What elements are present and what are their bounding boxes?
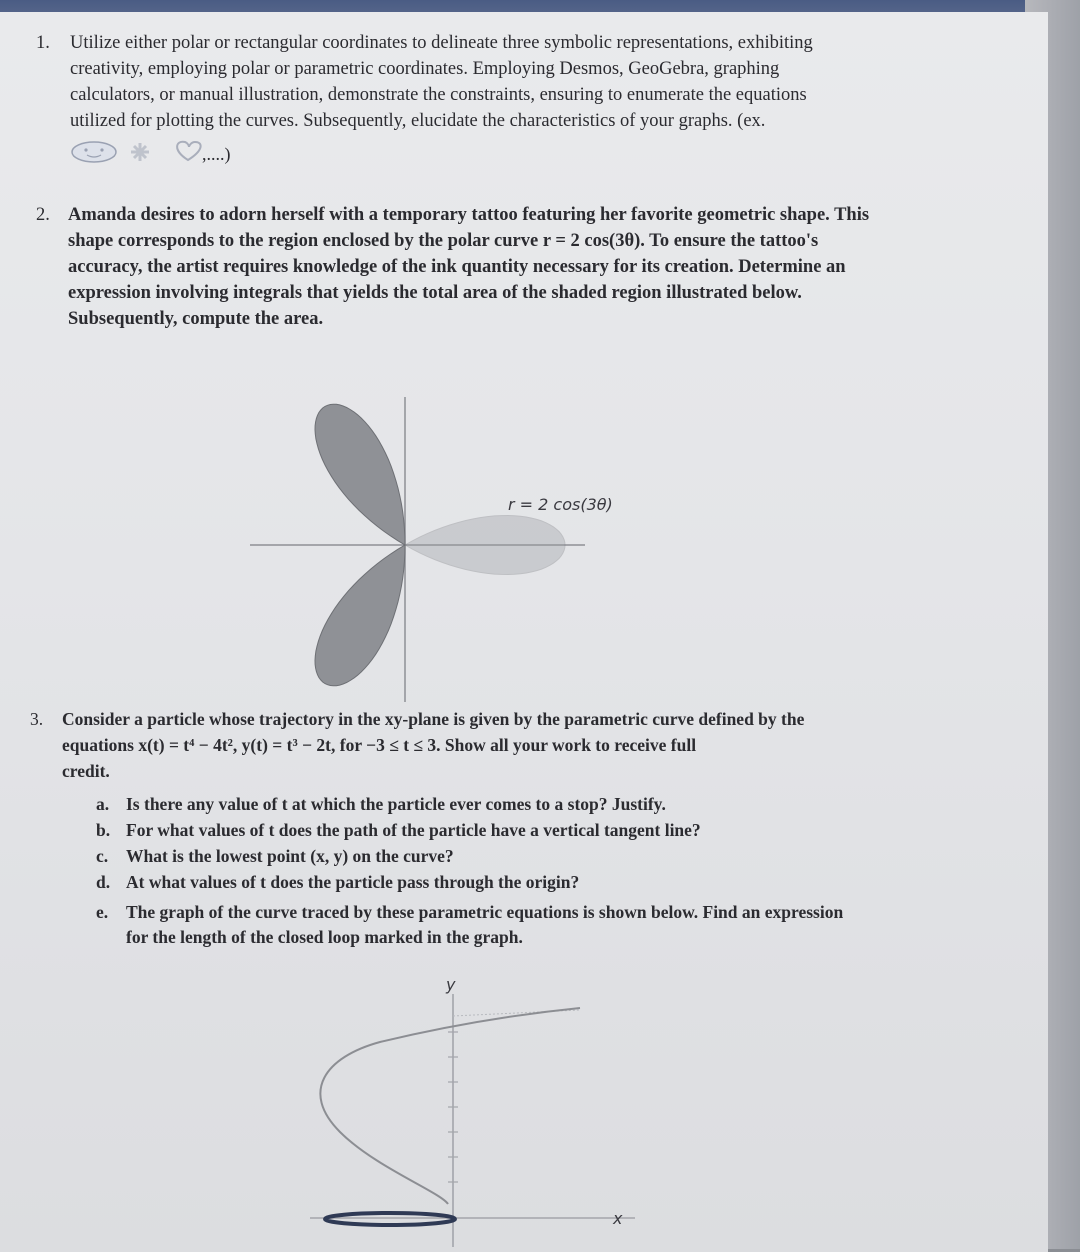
- part-letter: b.: [96, 820, 111, 840]
- part-text: for the length of the closed loop marked in the graph.: [126, 927, 523, 947]
- parametric-curve-figure: [280, 962, 640, 1247]
- question-1-line: creativity, employing polar or parametric coordinates. Employing Desmos, GeoGebra, graphing: [70, 59, 780, 79]
- question-1-line: Utilize either polar or rectangular coordinates to delineate three symbolic representations, exhibiting: [70, 33, 813, 53]
- question-1-text: [70, 30, 970, 134]
- part-text: What is the lowest point (x, y) on the curve?: [126, 846, 454, 866]
- x-axis-label: x: [613, 1209, 623, 1228]
- question-2-text: [68, 202, 968, 332]
- rose-petal-lower: [315, 545, 405, 686]
- question-1: [0, 12, 1040, 192]
- worksheet-page: [0, 12, 1048, 1252]
- question-3-line: Consider a particle whose trajectory in the xy-plane is given by the parametric curve defined by the: [62, 709, 805, 729]
- rose-petal-right: [405, 516, 565, 575]
- parametric-curve: [320, 1008, 580, 1204]
- example-icons: [68, 138, 288, 168]
- question-2-line: expression involving integrals that yields the total area of the shaded region illustrated below.: [68, 283, 802, 303]
- part-letter: c.: [96, 846, 109, 866]
- question-3-number: 3.: [30, 709, 44, 729]
- question-3-line: credit.: [62, 761, 110, 781]
- heart-icon: [177, 142, 201, 160]
- question-2-line: accuracy, the artist requires knowledge of the ink quantity necessary for its creation. Determine an: [68, 257, 846, 277]
- example-symbols: [68, 138, 288, 168]
- question-1-number: 1.: [36, 33, 50, 53]
- question-2-line: shape corresponds to the region enclosed by the polar curve r = 2 cos(3θ). To ensure the tattoo's: [68, 231, 819, 251]
- part-letter: e.: [96, 902, 109, 922]
- closed-loop: [325, 1213, 455, 1225]
- rose-curve-figure: [250, 397, 613, 707]
- question-2-number: 2.: [36, 205, 50, 225]
- question-1-line: calculators, or manual illustration, demonstrate the constraints, ensuring to enumerate the equations: [70, 85, 807, 105]
- rose-petal-upper: [315, 404, 405, 545]
- curve-label: r = 2 cos(3θ): [508, 495, 613, 514]
- question-2-line: Amanda desires to adorn herself with a temporary tattoo featuring her favorite geometric shape. This: [68, 205, 870, 225]
- question-2: [0, 202, 1040, 362]
- question-2-line: Subsequently, compute the area.: [68, 309, 324, 329]
- part-text: At what values of t does the particle pass through the origin?: [126, 872, 580, 892]
- star-icon: [131, 143, 149, 161]
- question-3-line: equations x(t) = t⁴ − 4t², y(t) = t³ − 2t, for −3 ≤ t ≤ 3. Show all your work to receive full: [62, 735, 697, 755]
- part-text: Is there any value of t at which the particle ever comes to a stop? Justify.: [126, 794, 666, 814]
- part-text: The graph of the curve traced by these parametric equations is shown below. Find an expression: [126, 902, 844, 922]
- part-text: For what values of t does the path of the particle have a vertical tangent line?: [126, 820, 701, 840]
- part-letter: d.: [96, 872, 111, 892]
- question-1-line: utilized for plotting the curves. Subsequently, elucidate the characteristics of your graphs. (ex.: [70, 111, 766, 131]
- example-tail: ,....): [202, 144, 231, 164]
- question-3-text: [62, 706, 982, 784]
- y-axis-label: y: [446, 975, 456, 994]
- face-icon: [72, 142, 116, 162]
- part-letter: a.: [96, 794, 110, 814]
